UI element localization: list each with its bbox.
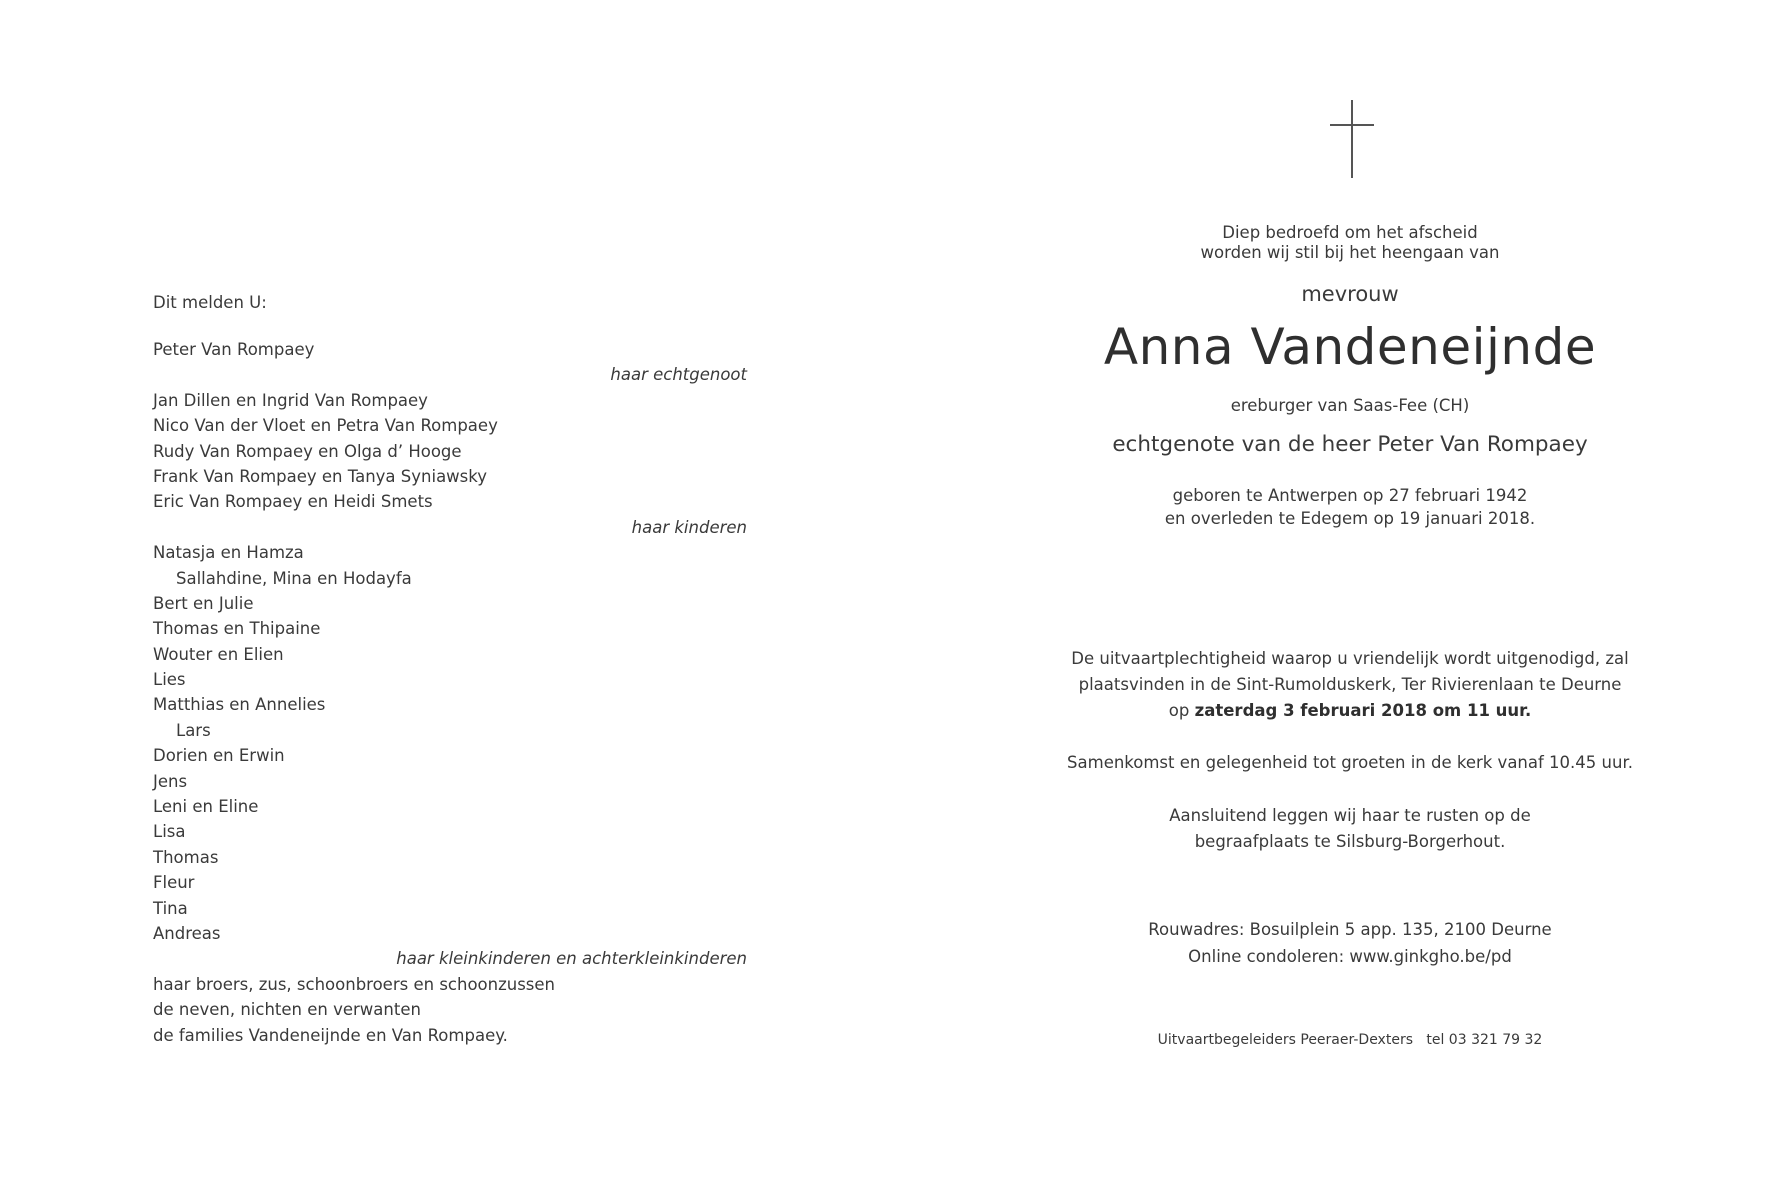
family-list — [153, 290, 747, 1048]
grandchild-line: Natasja en Hamza — [153, 543, 304, 563]
great-grandchild-line: Lars — [176, 720, 211, 740]
grandchild-line: Thomas — [153, 847, 219, 867]
grandchild-line: Leni en Eline — [153, 797, 259, 817]
ceremony-line-2: plaatsvinden in de Sint-Rumolduskerk, Ter Rivierenlaan te Deurne — [1078, 675, 1622, 694]
death-line: en overleden te Edegem op 19 januari 2018. — [1164, 509, 1536, 528]
burial-line-1: Aansluitend leggen wij haar te rusten op de — [1169, 806, 1531, 825]
ceremony-date: zaterdag 3 februari 2018 om 11 uur. — [1194, 701, 1532, 720]
relatives-line: de families Vandeneijnde en Van Rompaey. — [153, 1025, 508, 1045]
grandchild-line: Tina — [153, 898, 188, 918]
spouse-role: haar echtgenoot — [610, 365, 747, 385]
intro-text: Dit melden U: — [153, 293, 267, 312]
ceremony-prefix: op — [1168, 701, 1190, 720]
grandchild-line: Andreas — [153, 923, 221, 943]
grandchild-line: Lies — [153, 670, 186, 690]
grandchildren-role: haar kleinkinderen en achterkleinkinderen — [396, 949, 747, 969]
grandchild-line: Lisa — [153, 822, 186, 842]
relatives-line: haar broers, zus, schoonbroers en schoonzussen — [153, 974, 556, 994]
grandchild-line: Dorien en Erwin — [153, 746, 285, 766]
grandchild-line: Fleur — [153, 873, 195, 893]
child-line: Rudy Van Rompaey en Olga d’ Hooge — [153, 441, 462, 461]
undertaker-phone: tel 03 321 79 32 — [1426, 1032, 1543, 1048]
child-line: Jan Dillen en Ingrid Van Rompaey — [153, 390, 428, 410]
child-line: Eric Van Rompaey en Heidi Smets — [153, 492, 433, 512]
undertaker-name: Uitvaartbegeleiders Peeraer-Dexters — [1157, 1032, 1413, 1048]
grandchild-line: Wouter en Elien — [153, 644, 284, 664]
ceremony-date-line — [1060, 698, 1640, 724]
undertaker-line — [1060, 1032, 1640, 1048]
cross-icon — [1330, 100, 1374, 178]
grandchild-line: Thomas en Thipaine — [153, 619, 321, 639]
intro-line-1: Diep bedroefd om het afscheid — [1222, 223, 1478, 242]
children-role: haar kinderen — [631, 517, 747, 537]
great-grandchild-line: Sallahdine, Mina en Hodayfa — [176, 568, 412, 588]
grandchild-line: Bert en Julie — [153, 593, 254, 613]
child-line: Frank Van Rompaey en Tanya Syniawsky — [153, 466, 488, 486]
honorary-citizen: ereburger van Saas-Fee (CH) — [1230, 396, 1470, 415]
spouse-line: echtgenote van de heer Peter Van Rompaey — [1112, 432, 1588, 457]
child-line: Nico Van der Vloet en Petra Van Rompaey — [153, 416, 498, 436]
ceremony-line-1: De uitvaartplechtigheid waarop u vriendelijk wordt uitgenodigd, zal — [1071, 649, 1629, 668]
grandchild-line: Jens — [153, 771, 188, 791]
gathering-line: Samenkomst en gelegenheid tot groeten in de kerk vanaf 10.45 uur. — [1067, 753, 1633, 772]
intro-line-2: worden wij stil bij het heengaan van — [1200, 243, 1500, 262]
birth-line: geboren te Antwerpen op 27 februari 1942 — [1172, 486, 1528, 505]
burial-line-2: begraafplaats te Silsburg-Borgerhout. — [1194, 832, 1506, 851]
mourning-address: Rouwadres: Bosuilplein 5 app. 135, 2100 Deurne — [1148, 920, 1552, 939]
title-mevrouw: mevrouw — [1301, 282, 1399, 306]
grandchild-line: Matthias en Annelies — [153, 695, 326, 715]
spouse-name: Peter Van Rompaey — [153, 339, 315, 359]
relatives-line: de neven, nichten en verwanten — [153, 1000, 421, 1020]
deceased-name: Anna Vandeneijnde — [1103, 318, 1597, 376]
online-condolence: Online condoleren: www.ginkgho.be/pd — [1188, 947, 1512, 966]
